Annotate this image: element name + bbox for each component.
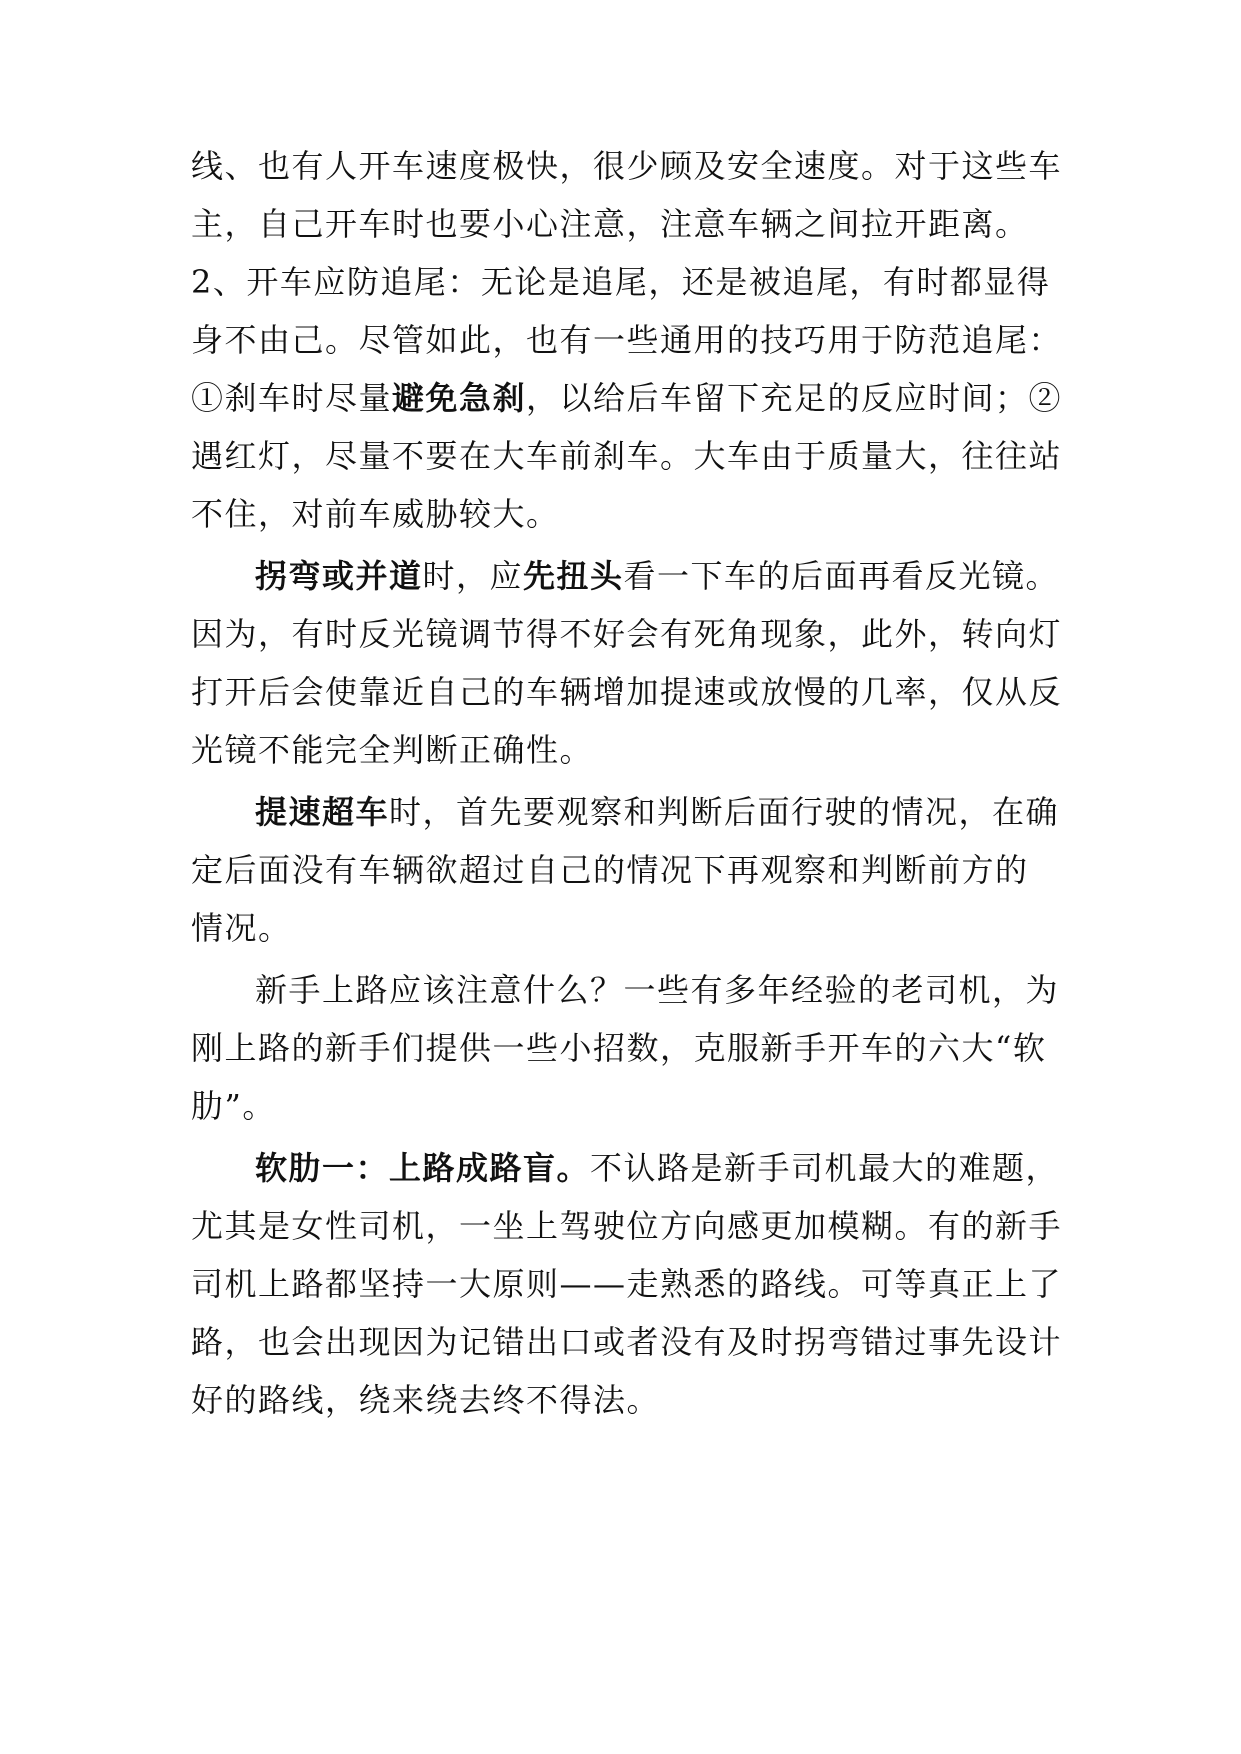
bold-text: 先扭头 <box>523 557 624 595</box>
text-run: 路，也会出现因为记错出口或者没有及时拐弯错过事先设计 <box>191 1323 1063 1361</box>
text-line <box>191 1312 1071 1372</box>
text-line <box>191 1370 1071 1430</box>
text-run: 定后面没有车辆欲超过自己的情况下再观察和判断前方的 <box>191 851 1029 889</box>
text-line <box>191 252 1071 312</box>
text-line <box>255 960 1071 1020</box>
text-line <box>191 1196 1071 1256</box>
text-line <box>255 1138 1071 1198</box>
text-run: 打开后会使靠近自己的车辆增加提速或放慢的几率，仅从反 <box>191 673 1063 711</box>
text-run: 看一下车的后面再看反光镜。 <box>623 557 1060 595</box>
text-run: 肋”。 <box>191 1087 276 1125</box>
text-run: 主，自己开车时也要小心注意，注意车辆之间拉开距离。 <box>191 205 1029 243</box>
text-line <box>255 546 1071 606</box>
text-run: 不认路是新手司机最大的难题， <box>590 1149 1060 1187</box>
bold-text: 提速超车 <box>255 793 390 831</box>
text-run: 遇红灯，尽量不要在大车前刹车。大车由于质量大，往往站 <box>191 437 1063 475</box>
text-line <box>191 840 1071 900</box>
text-line <box>191 310 1071 370</box>
text-line <box>191 426 1071 486</box>
text-run: 时，应 <box>422 557 524 595</box>
text-line <box>191 604 1071 664</box>
text-line <box>191 194 1071 254</box>
text-line <box>191 484 1071 544</box>
text-run: 刚上路的新手们提供一些小招数，克服新手开车的六大“软 <box>191 1029 1047 1067</box>
text-line <box>191 1254 1071 1314</box>
text-run: 不住，对前车威胁较大。 <box>191 495 560 533</box>
text-run: 因为，有时反光镜调节得不好会有死角现象，此外，转向灯 <box>191 615 1063 653</box>
text-line <box>191 720 1071 780</box>
text-run: 好的路线，绕来绕去终不得法。 <box>191 1381 661 1419</box>
text-line <box>255 782 1071 842</box>
text-run: 身不由己。尽管如此，也有一些通用的技巧用于防范追尾： <box>191 321 1063 359</box>
text-run: 光镜不能完全判断正确性。 <box>191 731 594 769</box>
text-run: 线、也有人开车速度极快，很少顾及安全速度。对于这些车 <box>191 147 1063 185</box>
bold-text: 避免急刹 <box>392 379 527 417</box>
text-line <box>191 1018 1071 1078</box>
text-line <box>191 368 1071 428</box>
text-run: ，以给后车留下充足的反应时间；② <box>526 379 1063 417</box>
text-run: ①刹车时尽量 <box>191 379 393 417</box>
text-line <box>191 1076 1071 1136</box>
text-run: 2、开车应防追尾：无论是追尾，还是被追尾，有时都显得 <box>191 263 1051 301</box>
text-run: 司机上路都坚持一大原则——走熟悉的路线。可等真正上了 <box>191 1265 1063 1303</box>
text-line <box>191 136 1071 196</box>
text-line <box>191 898 1071 958</box>
text-run: 时，首先要观察和判断后面行驶的情况，在确 <box>389 793 1060 831</box>
text-run: 尤其是女性司机，一坐上驾驶位方向感更加模糊。有的新手 <box>191 1207 1063 1245</box>
text-run: 情况。 <box>191 909 292 947</box>
text-run: 新手上路应该注意什么？一些有多年经验的老司机，为 <box>255 971 1060 1009</box>
bold-text: 拐弯或并道 <box>255 557 423 595</box>
bold-text: 软肋一：上路成路盲。 <box>255 1149 591 1187</box>
text-line <box>191 662 1071 722</box>
